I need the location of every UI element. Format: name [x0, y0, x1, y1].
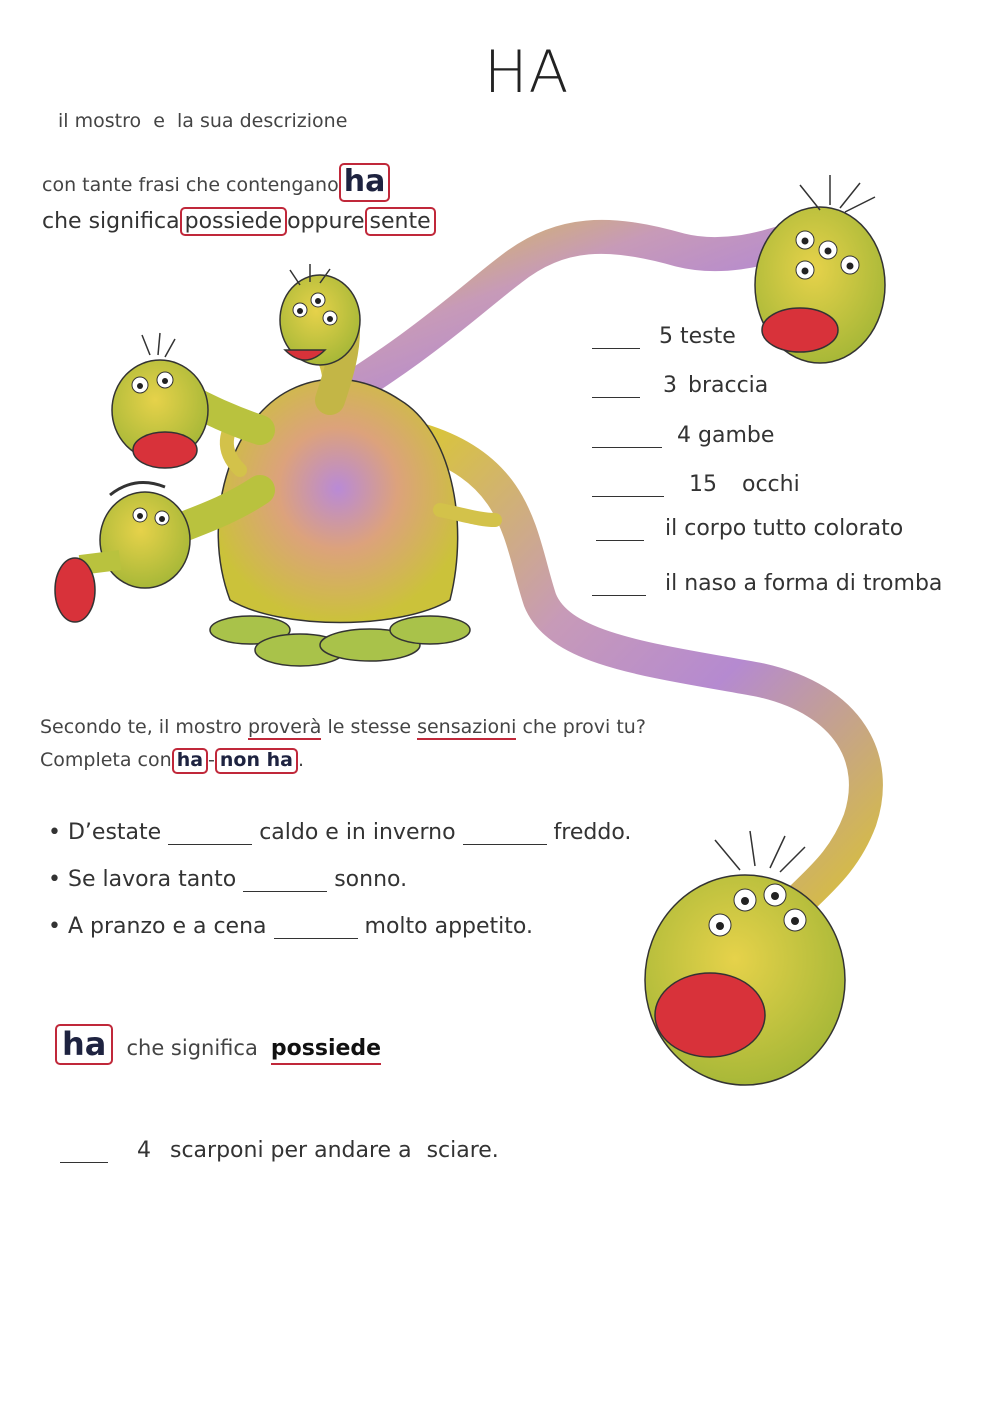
fill-blank-3[interactable] [243, 867, 327, 892]
final-number: 4 [137, 1138, 151, 1163]
list-text: occhi [742, 472, 800, 497]
meaning-text: che significa [126, 1036, 258, 1060]
subtitle-part3: la sua descrizione [177, 110, 348, 132]
question-text-c: le stesse [327, 716, 412, 738]
meaning-word: possiede [271, 1036, 381, 1065]
sente-box: sente [365, 207, 436, 236]
ha-keyword-box: ha [339, 163, 391, 202]
bullet-dot: • [48, 820, 61, 845]
meaning-line [55, 1024, 381, 1065]
answer-blank-1[interactable] [592, 324, 640, 349]
answer-blank-3[interactable] [592, 423, 662, 448]
answer-blank-6[interactable] [592, 571, 646, 596]
page-title: HA [484, 38, 570, 106]
question-text-proverà: proverà [247, 716, 322, 738]
question-completa-text: Completa con [40, 749, 172, 771]
list-item [592, 472, 800, 497]
head-top [280, 264, 360, 365]
question-text-sensazioni: sensazioni [417, 716, 517, 738]
answer-blank-4[interactable] [592, 472, 664, 497]
bullet-dot: • [48, 867, 61, 892]
question-text-a: Secondo te, il mostro [40, 716, 242, 738]
question-line1 [40, 716, 646, 738]
bullet-text: molto appetito. [364, 914, 533, 939]
list-number: 3 [663, 373, 677, 398]
intro-line2-text: che significa [42, 209, 180, 234]
final-sentence [60, 1138, 499, 1163]
intro-line1-text: con tante frasi che contengano [42, 174, 339, 196]
question-line2 [40, 748, 304, 774]
bullet-dot: • [48, 914, 61, 939]
fill-blank-4[interactable] [274, 914, 358, 939]
possiede-box: possiede [180, 207, 288, 236]
list-item [48, 820, 631, 845]
bullet-text: Se lavora tanto [67, 867, 237, 892]
question-text-e: che provi tu? [522, 716, 646, 738]
fill-blank-2[interactable] [463, 820, 547, 845]
list-text: gambe [698, 423, 775, 448]
intro-line2-mid: oppure [287, 209, 365, 234]
list-text: il corpo tutto colorato [665, 516, 904, 541]
list-item [48, 914, 533, 939]
list-text: il naso a forma di tromba [665, 571, 943, 596]
monster-arm-right [440, 510, 495, 520]
question-end: . [297, 749, 305, 771]
bullet-text: D’estate [67, 820, 162, 845]
list-item [592, 571, 942, 596]
answer-blank-2[interactable] [592, 373, 640, 398]
list-number: 15 [689, 472, 717, 497]
subtitle-part1: il mostro [58, 110, 142, 132]
ha-option-box: ha [172, 748, 208, 774]
list-item [592, 423, 774, 448]
monster-feet [210, 616, 470, 666]
head-left-upper [112, 333, 208, 468]
list-text: teste [680, 324, 736, 349]
final-text: sciare. [426, 1138, 499, 1163]
final-text: scarponi per andare [170, 1138, 392, 1163]
list-item [48, 867, 407, 892]
bullet-text: caldo e in inverno [259, 820, 456, 845]
final-text: a [398, 1138, 412, 1163]
bullet-text: sonno. [334, 867, 408, 892]
list-item [596, 516, 903, 541]
subtitle-part2: e [153, 110, 165, 132]
answer-blank-5[interactable] [596, 516, 644, 541]
bullet-text: A pranzo e a cena [67, 914, 267, 939]
bullet-text: freddo. [553, 820, 632, 845]
list-number: 5 [659, 324, 673, 349]
head-left-lower [55, 483, 190, 623]
option-separator: - [208, 749, 215, 771]
fill-blank-1[interactable] [168, 820, 252, 845]
head-top-right [755, 175, 885, 363]
fill-blank-5[interactable] [60, 1138, 108, 1163]
list-number: 4 [677, 423, 691, 448]
non-ha-option-box: non ha [215, 748, 298, 774]
list-text: braccia [688, 373, 769, 398]
ha-meaning-box: ha [55, 1024, 113, 1065]
list-item [592, 324, 736, 349]
list-item [592, 373, 768, 398]
